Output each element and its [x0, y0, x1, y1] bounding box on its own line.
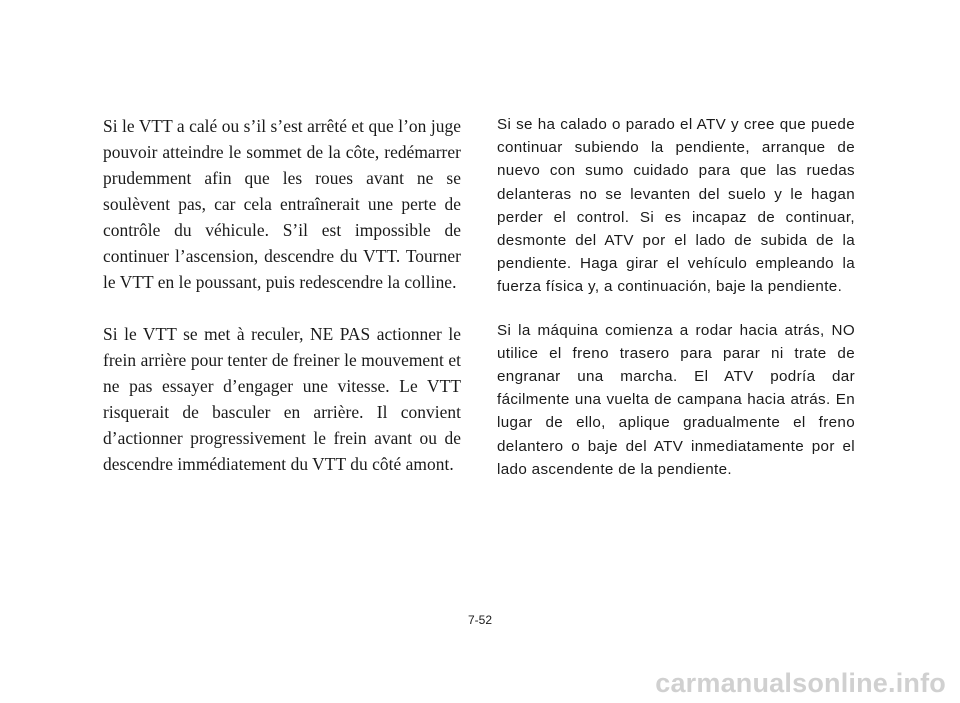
watermark: carmanualsonline.info	[655, 668, 946, 698]
french-paragraph-rolling-back: Si le VTT se met à reculer, NE PAS actionner le frein arrière pour tenter de freiner le mouvement et ne pas essayer d’engager une vitesse. Le VTT risquerait de basculer en arrière. Il convient d’actionner progressivement le frein avant ou de descendre immédiatement du VTT du côté amont.	[103, 324, 461, 474]
french-paragraph-stalled: Si le VTT a calé ou s’il s’est arrêté et que l’on juge pouvoir atteindre le sommet de la côte, redémarrer prudemment afin que les roues avant ne se soulèvent pas, car cela entraînerait une perte de contrôle du véhicule. S’il est impossible de continuer l’ascension, descendre du VTT. Tourner le VTT en le poussant, puis redescendre la colline.	[103, 116, 461, 292]
spanish-paragraph-rolling-back: Si la máquina comienza a rodar hacia atrás, NO utilice el freno trasero para parar ni trate de engranar una marcha. El ATV podría dar fácilmente una vuelta de campana hacia atrás. En lugar de ello, aplique gradualmente el freno delantero o baje del ATV inmediatamente por el lado ascendente de la pendiente.	[497, 321, 855, 478]
spanish-paragraph-stalled: Si se ha calado o parado el ATV y cree que puede continuar subiendo la pendiente, arranque de nuevo con sumo cuidado para que las ruedas delanteras no se levanten del suelo y le hagan perder el control. Si es incapaz de continuar, desmonte del ATV por el lado de subida de la pendiente. Haga girar el vehículo empleando la fuerza física y, a continuación, baje la pendiente.	[497, 116, 855, 296]
page-number: 7-52	[467, 613, 493, 627]
spanish-text-column	[497, 113, 855, 481]
french-text-column	[103, 113, 461, 477]
